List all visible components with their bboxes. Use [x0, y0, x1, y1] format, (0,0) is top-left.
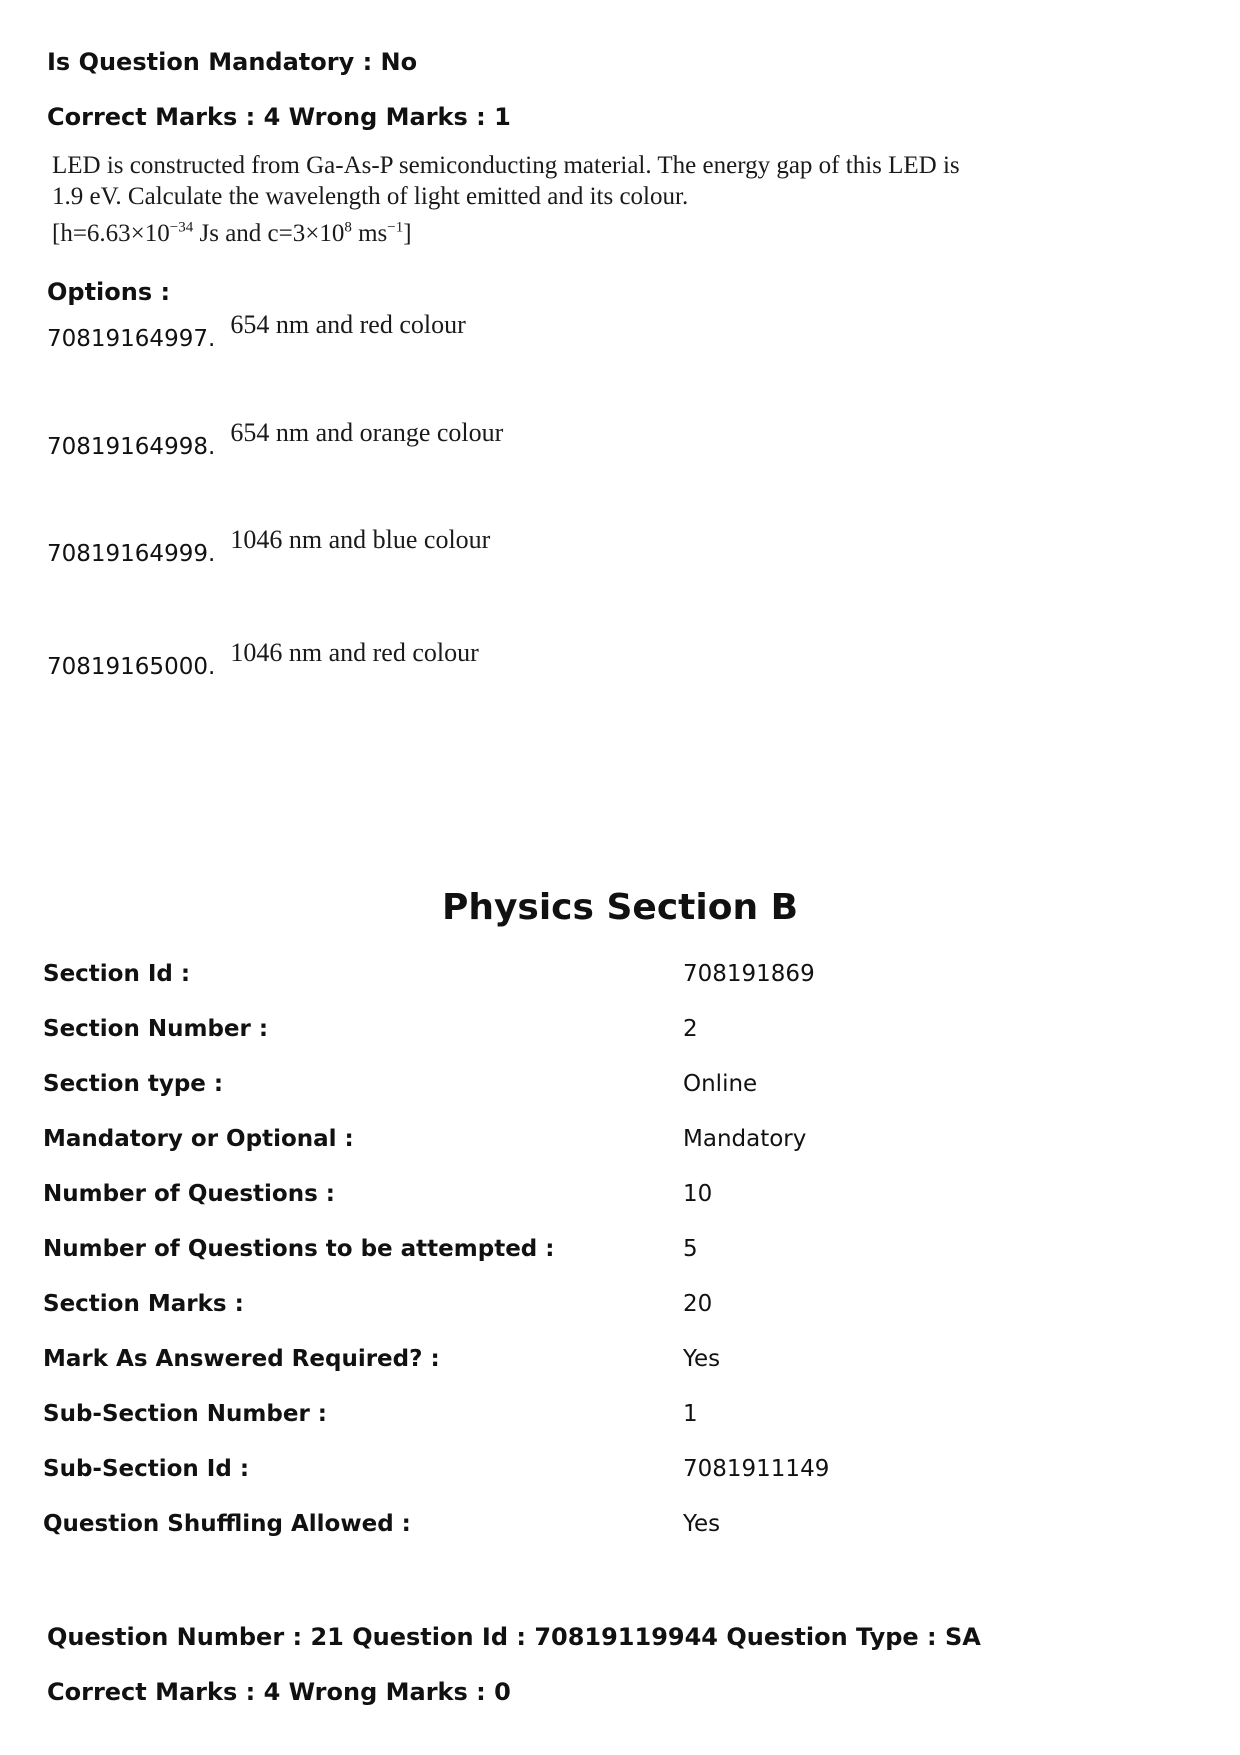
option-text: 654 nm and orange colour — [230, 418, 504, 447]
question-text-line-2: 1.9 eV. Calculate the wavelength of light emitted and its colour. — [52, 183, 689, 210]
option-row — [47, 525, 491, 567]
info-row-section-type — [43, 1067, 1193, 1101]
info-label: Mark As Answered Required? : — [43, 1346, 440, 1372]
info-row-section-id — [43, 957, 1193, 991]
info-value: Mandatory — [683, 1126, 807, 1152]
info-row-questions-to-attempt — [43, 1232, 1193, 1266]
option-row — [47, 638, 479, 680]
c-exponent: 8 — [344, 219, 352, 236]
question-text — [52, 150, 960, 249]
info-value: 7081911149 — [683, 1456, 830, 1482]
option-id: 70819164998. — [47, 434, 216, 460]
option-id: 70819164999. — [47, 541, 216, 567]
info-row-number-of-questions — [43, 1177, 1193, 1211]
info-value: 20 — [683, 1291, 713, 1317]
info-value: 708191869 — [683, 961, 815, 987]
info-label: Question Shuffling Allowed : — [43, 1511, 411, 1537]
constants-unit: ms — [351, 220, 388, 247]
question-marks-line: Correct Marks : 4 Wrong Marks : 1 — [47, 103, 511, 131]
info-label: Number of Questions : — [43, 1181, 335, 1207]
info-label: Section Marks : — [43, 1291, 244, 1317]
info-value: Yes — [683, 1511, 721, 1537]
section-title: Physics Section B — [441, 887, 799, 928]
option-text: 1046 nm and red colour — [230, 638, 479, 667]
constants-prefix: [h=6.63×10 — [52, 220, 170, 247]
h-exponent: −34 — [169, 219, 194, 236]
option-id: 70819164997. — [47, 326, 216, 352]
next-question-header: Question Number : 21 Question Id : 70819119944 Question Type : SA — [47, 1623, 981, 1651]
constants-mid: Js and c=3×10 — [193, 220, 345, 247]
info-row-sub-section-number — [43, 1397, 1193, 1431]
info-label: Section type : — [43, 1071, 224, 1097]
info-value: 10 — [683, 1181, 713, 1207]
info-label: Section Id : — [43, 961, 191, 987]
question-mandatory-line: Is Question Mandatory : No — [47, 48, 418, 76]
option-id: 70819165000. — [47, 654, 216, 680]
option-row — [47, 310, 466, 352]
option-text: 1046 nm and blue colour — [230, 525, 491, 554]
question-constants — [52, 218, 960, 249]
info-row-section-number — [43, 1012, 1193, 1046]
next-question-marks: Correct Marks : 4 Wrong Marks : 0 — [47, 1678, 511, 1706]
info-value: 1 — [683, 1401, 698, 1427]
info-label: Section Number : — [43, 1016, 269, 1042]
option-row — [47, 418, 504, 460]
info-row-mandatory-or-optional — [43, 1122, 1193, 1156]
info-value: 5 — [683, 1236, 698, 1262]
info-label: Mandatory or Optional : — [43, 1126, 354, 1152]
info-label: Sub-Section Number : — [43, 1401, 328, 1427]
info-label: Number of Questions to be attempted : — [43, 1236, 555, 1262]
info-value: Yes — [683, 1346, 721, 1372]
question-text-line-1: LED is constructed from Ga-As-P semiconducting material. The energy gap of this LED is — [52, 152, 960, 179]
option-text: 654 nm and red colour — [230, 310, 466, 339]
info-value: 2 — [683, 1016, 698, 1042]
info-value: Online — [683, 1071, 758, 1097]
info-label: Sub-Section Id : — [43, 1456, 250, 1482]
constants-suffix: ] — [403, 220, 412, 247]
unit-exponent: −1 — [387, 219, 404, 236]
info-row-mark-as-answered — [43, 1342, 1193, 1376]
info-row-question-shuffling — [43, 1507, 1193, 1541]
info-row-sub-section-id — [43, 1452, 1193, 1486]
options-label: Options : — [47, 278, 171, 306]
info-row-section-marks — [43, 1287, 1193, 1321]
